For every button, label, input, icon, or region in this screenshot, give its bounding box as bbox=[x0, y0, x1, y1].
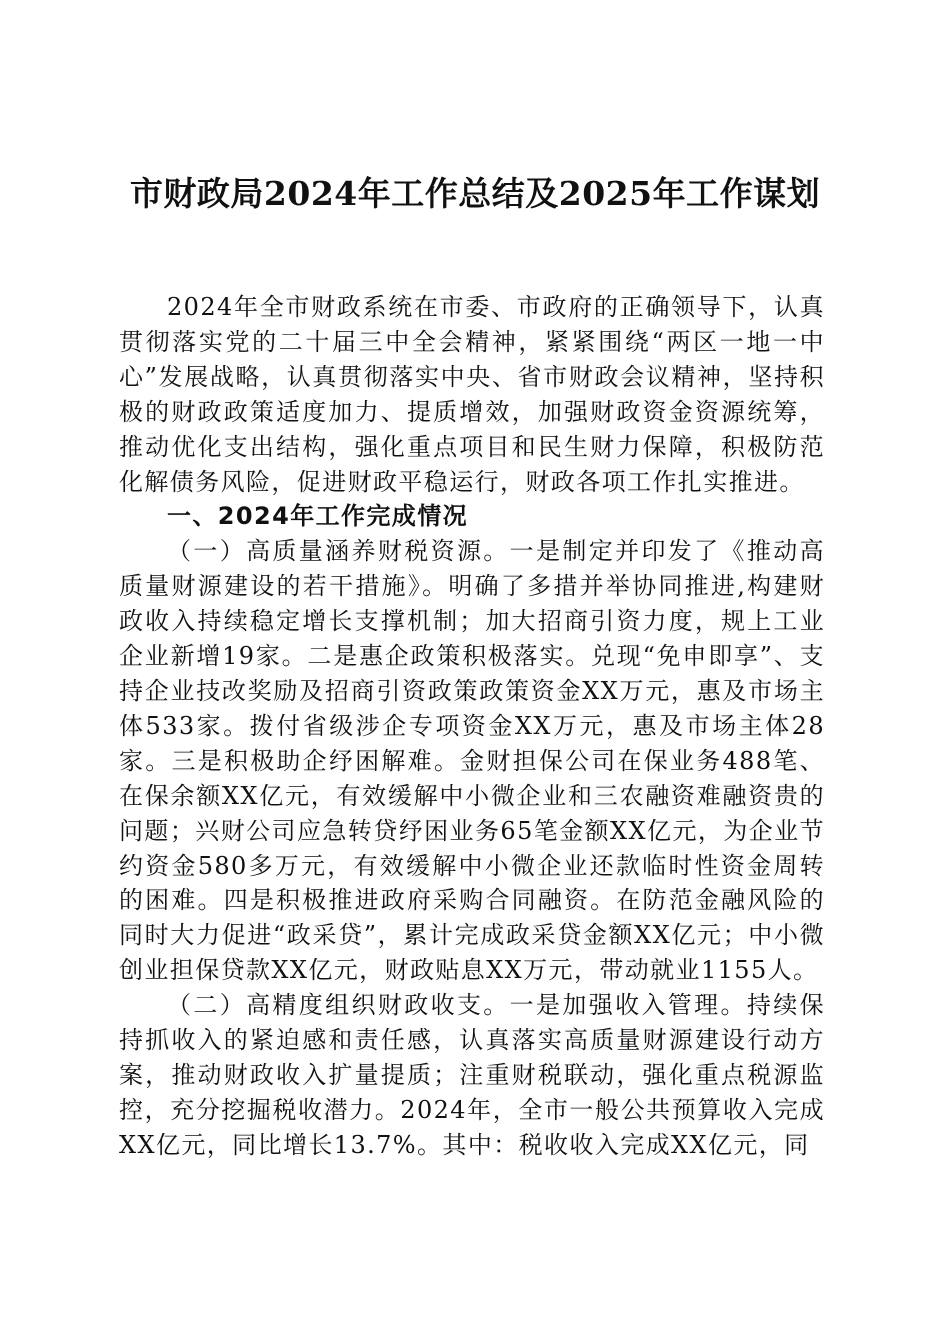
document-title: 市财政局2024年工作总结及2025年工作谋划 bbox=[129, 174, 821, 213]
intro-paragraph: 2024年全市财政系统在市委、市政府的正确领导下，认真贯彻落实党的二十届三中全会精神，紧紧围绕“两区一地一中心”发展战略，认真贯彻落实中央、省市财政会议精神，坚持积极的财政政策适度加力、提质增效，加强财政资金资源统筹，推动优化支出结构，强化重点项目和民生财力保障，积极防范化解债务风险，促进财政平稳运行，财政各项工作扎实推进。 bbox=[119, 293, 825, 496]
section-heading: 一、2024年工作完成情况 bbox=[167, 502, 468, 531]
document-body bbox=[119, 290, 825, 1163]
subsection-paragraph-2: （二）高精度组织财政收支。一是加强收入管理。持续保持抓收入的紧迫感和责任感，认真落实高质量财源建设行动方案，推动财政收入扩量提质；注重财税联动，强化重点税源监控，充分挖掘税收潜力。2024年，全市一般公共预算收入完成XX亿元，同比增长13.7%。其中：税收收入完成XX亿元，同 bbox=[119, 991, 825, 1159]
subsection-paragraph-1: （一）高质量涵养财税资源。一是制定并印发了《推动高质量财源建设的若干措施》。明确了多措并举协同推进,构建财政收入持续稳定增长支撑机制；加大招商引资力度，规上工业企业新增19家。二是惠企政策积极落实。兑现“免申即享”、支持企业技改奖励及招商引资政策政策资金XX万元，惠及市场主体533家。拨付省级涉企专项资金XX万元，惠及市场主体28家。三是积极助企纾困解难。金财担保公司在保业务488笔、在保余额XX亿元，有效缓解中小微企业和三农融资难融资贵的问题；兴财公司应急转贷纾困业务65笔金额XX亿元，为企业节约资金580多万元，有效缓解中小微企业还款临时性资金周转的困难。四是积极推进政府采购合同融资。在防范金融风险的同时大力促进“政采贷”，累计完成政采贷金额XX亿元；中小微创业担保贷款XX亿元，财政贴息XX万元，带动就业1155人。 bbox=[119, 537, 825, 985]
